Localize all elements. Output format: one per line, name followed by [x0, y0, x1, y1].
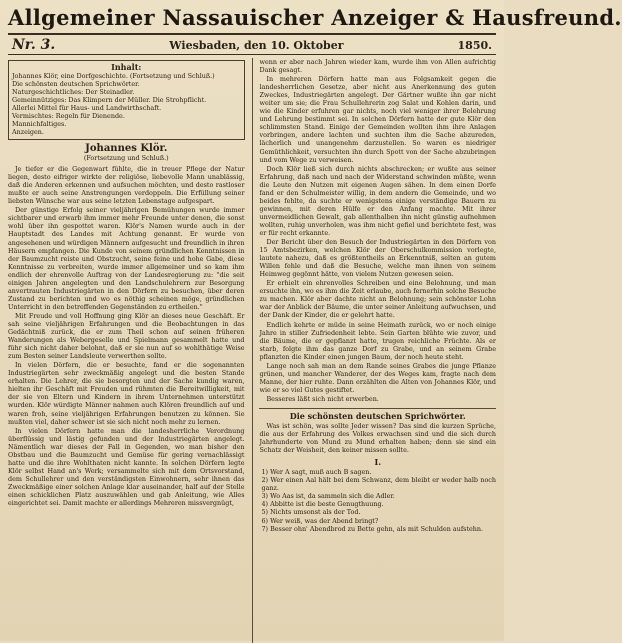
- proverbs-section: I.: [374, 457, 381, 468]
- story-paragraph: Der Bericht über den Besuch der Industriegärten in den Dörfern von 15 Amtsbezirken, welchen Klör der Oberschulkommission vorlegte, lautete nahezu, daß es größtentheils an Erkenntniß, selten an gutem Willen fehle und daß die Besuche, welche man ihnen von seinem Heimweg gegönnt hätte, von vielem Nutzen gewesen seien.: [259, 238, 496, 279]
- proverbs-list: [259, 468, 496, 532]
- contents-line: Vermischtes: Regeln für Dienende.: [12, 112, 125, 120]
- contents-line: Johannes Klör, eine Dorfgeschichte. (Fortsetzung und Schluß.): [12, 72, 215, 80]
- list-item: 7) Besser ohn' Abendbrod zu Bette gehn, als mit Schulden aufstehn.: [261, 524, 484, 533]
- proverbs-title: Die schönsten deutschen Sprichwörter.: [259, 408, 496, 420]
- proverbs-intro: Was ist schön, was sollte Jeder wissen? Das sind die kurzen Sprüche, die aus der Erfahrung des Volkes erwachsen sind und die sich durch Jahrhunderte von Mund zu Mund erhalten haben; denn sie sind ein Schatz der Weisheit, den keiner missen sollte.: [259, 422, 496, 455]
- story-paragraph: Mit Freude und voll Hoffnung ging Klör an dieses neue Geschäft. Er sah seine vieljährigen Erfahrungen und die Beobachtungen in das Gedächtniß zurück, die er zum Theil schon auf seinen früheren Wanderungen als Webergeselle und Spielmann gesammelt hatte und führ sich nicht daher belohnt, daß er sie nun auf so wohlthätige Weise zum Besten seiner Landsleute verwerthen sollte.: [8, 311, 245, 361]
- contents-line: Naturgeschichtliches: Der Steinadler.: [12, 88, 135, 96]
- issue-date: Wiesbaden, den 10. Oktober: [169, 39, 344, 52]
- story-paragraph: In vielen Dörfern, die er besuchte, fand er die sogenannten Industriegärten sehr zweckmäßig angelegt und die besten Stande erhalten. Die Lehrer, die sie besorgten und der Sache kundig waren, hielten ihr Geschäft mit Freuden und rühmten die Bereitwilligkeit, mit der sie von Eltern und Kindern in ihrem Unternehmen unterstützt wurden. Klör würdigte Männer nahmen auch Klören freundlich auf und waren froh, seine vieljährigen Erfahrungen benutzen zu können. Sie mußten viel, daher schwer ist sie sich nicht noch mehr zu lernen.: [8, 361, 245, 426]
- masthead: Allgemeiner Nassauischer Anzeiger & Hausfreund.: [8, 5, 622, 30]
- list-item: 3) Wo Aas ist, da sammeln sich die Adler.: [261, 492, 395, 501]
- contents-heading: Inhalt:: [111, 62, 142, 72]
- list-item: 4) Abbitte ist die beste Genugthuung.: [261, 500, 384, 509]
- list-item: 6) Wer weiß, was der Abend bringt?: [261, 516, 379, 525]
- story-paragraph: wenn er aber nach Jahren wieder kam, wurde ihm von Allen aufrichtig Dank gesagt.: [259, 58, 496, 75]
- columns: [8, 58, 496, 643]
- contents-box: [8, 60, 245, 140]
- story-subtitle: (Fortsetzung und Schluß.): [83, 154, 169, 163]
- story-paragraph: Je tiefer er die Gegenwart fühlte, die in treuer Pflege der Natur liegen, desto eifriger wirkte der religiöse, liebevolle Mann unablässig, daß die Anderen erkennen und aufsuchen möchten, und desto rastloser mußte er auch seine Anstrengungen verdoppeln. Die Erfüllung seiner liebsten Wünsche war aus seine letzten Lebenstage aufgespart.: [8, 165, 245, 206]
- column-divider: [252, 58, 253, 643]
- contents-line: Die schönsten deutschen Sprichwörter.: [12, 80, 140, 88]
- list-item: 2) Wer einen Aal hält bei dem Schwanz, dem bleibt er weder halb noch ganz.: [261, 476, 496, 493]
- issue-year: 1850.: [457, 39, 492, 52]
- issue-dateline: [8, 33, 496, 55]
- story-closing: Besseres läßt sich nicht erwerben.: [266, 394, 379, 403]
- story-paragraph: Doch Klör ließ sich durch nichts abschrecken; er wußte aus seiner Erfahrung, daß nach und nach der Widerstand schwinden müßte, wenn die Leute den Nutzen mit eigenen Augen sähen. In dem einen Dorfe fand er den Schulmeister willig, in dem andern die Gemeinde, und wo beides fehlte, da suchte er wenigstens einige verständige Bauern zu gewinnen, mit deren Hülfe er den Anfang machte. Mit ihrer unvermeidlichen Gewalt, gab allenthalben ihn nicht günstig aufnehmen wollten, ruhig unverholen, was ihm nicht gefiel und berichtete fest, was er für recht erkannte.: [259, 164, 496, 237]
- story-paragraph: In mehreren Dörfern hatte man aus Folgsamkeit gegen die landesherrlichen Gesetze, aber nicht aus Anerkennung des guten Zweckes, Industriegärten angelegt. Der Gärtner wußte ihn gar nicht weiter um sie; die Frau Schullehrerin zog Salat und Kohlen darin, und wie die Kinder erfuhren gar nichts, noch viel weniger ihrer Belehrung und Lehrung bestimmt sei. In solchen Dörfern hatte der gute Klör den schlimmsten Stand. Einige der Gemeinden wollten ihm ihre Anlagen vorbringen, andere lachten und suchten ihm die Sache abzureden, lächerlich und unangenehm darzustellen. So waren es niedriger Gemüthlichkeit, versuchten ihn durch Spott von der Sache abzubringen und vom Wege zu verweisen.: [259, 75, 496, 164]
- story-paragraph: Der günstige Erfolg seiner vieljährigen Bemühungen wurde immer sichtbarer und erwarb ihm immer mehr Freunde unter denen, die sonst wohl über ihn gespottet waren. Klör's Namen wurde auch in der Hauptstadt des Landes mit Achtung genannt. Er wurde von angesehenen und würdigen Männern aufgesucht und freundlich in ihren Häusern empfangen. Die Kunde von seinem gründlichen Kenntnissen in der Baumzucht reiste und Obstzucht, seine feine und hohe Gabe, diese Kenntnisse zu verbreiten, wurde immer allgemeiner und so kam ihm endlich der ehrenvolle Auftrag von der Landesregierung zu: "die seit einigen Jahren angelegten und den Landschulehrern zur Besorgung anvertrauten Industriegärten in den Dörfern zu besuchen, über deren Zustand zu berichten und wo es nöthig scheinen möge, gründlichen Unterricht in den betreffenden Gegenständen zu ertheilen.": [8, 206, 245, 311]
- story-paragraph: Lange noch sah man an dem Rande seines Grabes die junge Pflanze grünen, und mancher Wanderer, der des Weges kam, fragte nach dem Manne, der hier ruhte. Dann erzählten die Alten von Johannes Klör, und wie er so viel Gutes gestiftet.: [259, 361, 496, 394]
- contents-line: Mannichfaltiges.: [12, 120, 67, 128]
- issue-number: Nr. 3.: [12, 37, 56, 53]
- contents-line: Anzeigen.: [12, 128, 44, 136]
- list-item: 1) Wer A sagt, muß auch B sagen.: [261, 468, 372, 477]
- story-title: Johannes Klör.: [85, 143, 168, 154]
- right-column: [259, 58, 496, 643]
- contents-line: Gemeinnütziges: Das Klimpern der Müller. Die Strohpflicht.: [12, 96, 207, 104]
- story-paragraph: In vielen Dörfern hatte man die landesherrliche Verordnung überflüssig und lästig gefunden und der Industriegärten angelegt. Nämentlich war dieses der Fall in Gegenden, wo man bisher den Obstbau und die Baumzucht und Gemüse für gering vernachlässigt hatte und die ihre Wohlthaten nicht kannte. In solchen Dörfern legte Klör selbst Hand an's Werk; versammelte sich mit dem Ortsvorstand, dem Schullehrer und den verständigsten Einwohnern, sehr ihnen das Zweckmäßige einer solchen Anlage klar auseinander, half auf der Stelle einen schicklichen Platz auszuwählen und gab Anleitung, wie Alles eingerichtet sei. Damit machte er allerdings Mehreren missvergnügt,: [8, 426, 245, 508]
- story-paragraph: Er erhielt ein ehrenvolles Schreiben und eine Belohnung, und man ersuchte ihn, wo es ihm die Zeit erlaube, auch fernerhin solche Besuche zu machen. Klör aber dachte nicht an Belohnung; sein schönster Lohn war der Anblick der Bäume, die unter seiner Anleitung aufwuchsen, und der Dank der Kinder, die er gelehrt hatte.: [259, 279, 496, 320]
- list-item: 5) Nichts umsonst als der Tod.: [261, 508, 361, 517]
- story-paragraph: Endlich kehrte er müde in seine Heimath zurück, wo er noch einige Jahre in stiller Zufriedenheit lebte. Sein Garten blühte wie zuvor, und die Bäume, die er gepflanzt hatte, trugen reichliche Früchte. Als er starb, folgte ihm das ganze Dorf zu Grabe, und an seinem Grabe pflanzten die Kinder einen jungen Baum, der noch heute steht.: [259, 320, 496, 361]
- contents-line: Allerlei Mittel für Haus- und Landwirthschaft.: [12, 104, 162, 112]
- left-column: [8, 58, 245, 643]
